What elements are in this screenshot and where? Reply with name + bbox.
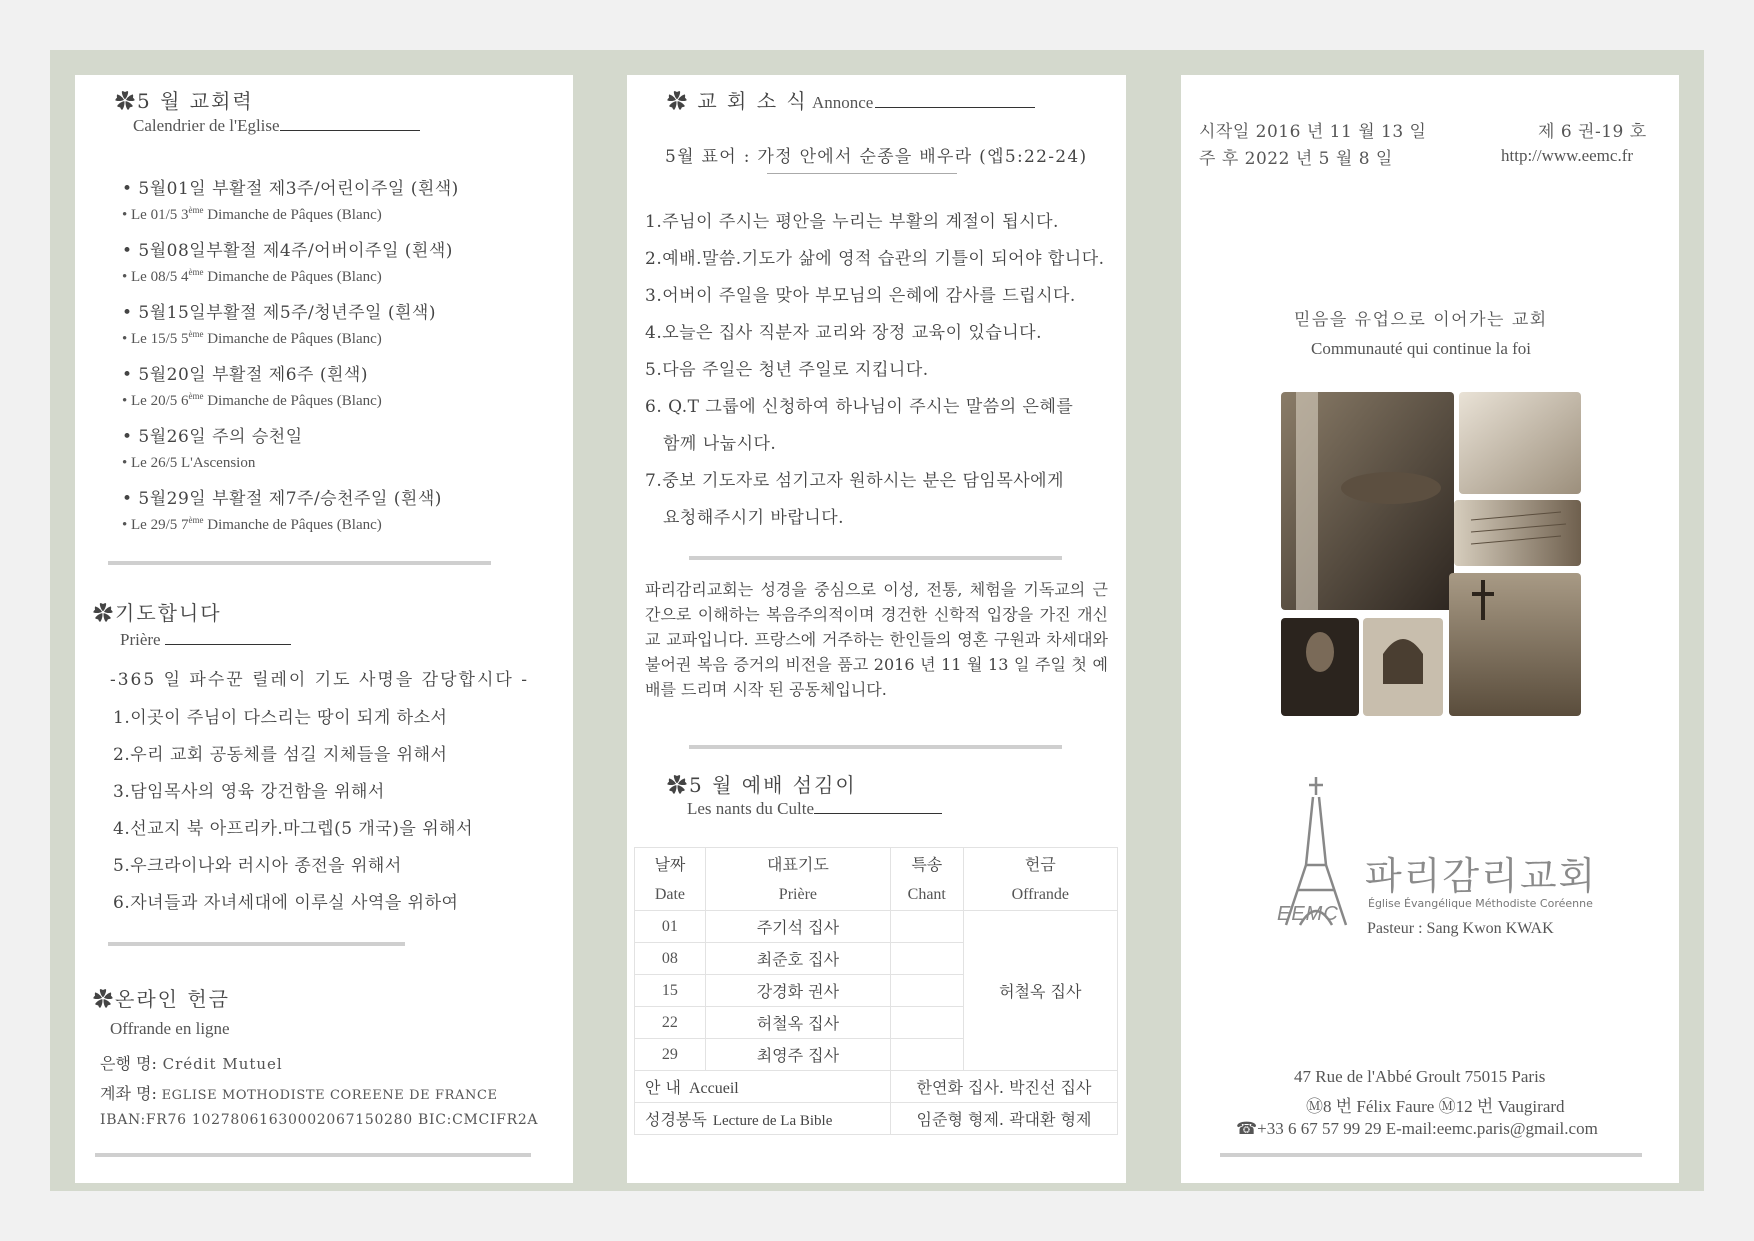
header-cell: 대표기도 xyxy=(705,848,890,880)
offering-subtitle: Offrande en ligne xyxy=(110,1019,230,1038)
table-cell: 최영주 집사 xyxy=(705,1039,890,1071)
announcement-item: 6. Q.T 그룹에 신청하여 하나님이 주시는 말씀의 은혜를 xyxy=(645,397,1074,417)
contact-info: ☎+33 6 67 57 99 29 E-mail:eemc.paris@gmail.com xyxy=(1236,1119,1598,1138)
announcement-item: 7.중보 기도자로 섬기고자 원하시는 분은 담임목사에게 xyxy=(645,471,1065,491)
panel-announcements xyxy=(627,75,1126,1183)
logo-mark: EEMC xyxy=(1277,903,1339,925)
calendar-item-fr: • Le 08/5 4ème Dimanche de Pâques (Blanc) xyxy=(122,267,382,285)
announcement-item: 요청해주시기 바랍니다. xyxy=(663,508,845,528)
calendar-subtitle: Calendrier de l'Eglise xyxy=(133,116,420,136)
metro-info: Ⓜ8 번 Félix Faure Ⓜ12 번 Vaugirard xyxy=(1306,1097,1565,1116)
account-name: 계좌 명: EGLISE MOTHODISTE COREENE DE FRANCE xyxy=(100,1084,498,1103)
prayer-item: 5.우크라이나와 러시아 종전을 위해서 xyxy=(113,856,402,876)
table-cell: 08 xyxy=(635,943,706,975)
table-cell xyxy=(890,911,963,943)
lecture-value: 임준형 형제. 곽대환 형제 xyxy=(890,1103,1117,1135)
table-header-row xyxy=(635,848,1118,880)
calendar-item-ko: • 5월08일부활절 제4주/어버이주일 (흰색) xyxy=(122,241,453,261)
monthly-motto: 5월 표어 : 가정 안에서 순종을 배우라 (엡5:22-24) xyxy=(665,147,1088,167)
prayer-item: 1.이곳이 주님이 다스리는 땅이 되게 하소서 xyxy=(113,708,448,728)
prayer-title: ✿기도합니다 xyxy=(93,601,222,625)
photo-collage xyxy=(1281,392,1581,716)
table-row xyxy=(635,1071,1118,1103)
table-cell: 강경화 권사 xyxy=(705,975,890,1007)
pastor-name: Pasteur : Sang Kwon KWAK xyxy=(1367,920,1554,937)
volume-number: 제 6 권-19 호 xyxy=(1538,122,1647,142)
panel-calendar-prayer xyxy=(75,75,573,1183)
calendar-item-fr: • Le 01/5 3ème Dimanche de Pâques (Blanc) xyxy=(122,205,382,223)
table-cell: 22 xyxy=(635,1007,706,1039)
prayer-subtitle: Prière xyxy=(120,630,291,650)
offering-cell: 허철옥 집사 xyxy=(963,911,1117,1071)
calendar-item-ko: • 5월15일부활절 제5주/청년주일 (흰색) xyxy=(122,303,436,323)
table-cell: 최준호 집사 xyxy=(705,943,890,975)
announcement-item: 4.오늘은 집사 직분자 교리와 장정 교육이 있습니다. xyxy=(645,323,1042,343)
header-cell: Offrande xyxy=(963,879,1117,911)
slogan-korean: 믿음을 유업으로 이어가는 교회 xyxy=(1294,310,1548,330)
table-cell xyxy=(890,943,963,975)
table-cell xyxy=(890,1007,963,1039)
prayer-slogan: -365 일 파수꾼 릴레이 기도 사명을 감당합시다 - xyxy=(110,670,529,690)
calendar-item-ko: • 5월29일 부활절 제7주/승천주일 (흰색) xyxy=(122,489,442,509)
calendar-item-ko: • 5월20일 부활절 제6주 (흰색) xyxy=(122,365,368,385)
header-cell: Date xyxy=(635,879,706,911)
photo-collage-image xyxy=(1281,392,1581,716)
divider xyxy=(689,556,1062,560)
announcement-item: 2.예배.말씀.기도가 삶에 영적 습관의 기틀이 되어야 합니다. xyxy=(645,249,1105,269)
table-cell: 29 xyxy=(635,1039,706,1071)
slogan-french: Communauté qui continue la foi xyxy=(1311,339,1532,358)
calendar-item-ko: • 5월26일 주의 승천일 xyxy=(122,427,303,447)
annonce-title: ✿ 교 회 소 식 Annonce xyxy=(667,85,1035,114)
table-cell: 허철옥 집사 xyxy=(705,1007,890,1039)
website-url: http://www.eemc.fr xyxy=(1501,146,1634,165)
divider xyxy=(689,745,1062,749)
lecture-label: 성경봉독 Lecture de La Bible xyxy=(635,1103,891,1135)
church-name-french: Église Évangélique Méthodiste Coréenne xyxy=(1368,897,1593,910)
table-row xyxy=(635,1103,1118,1135)
week-date: 주 후 2022 년 5 월 8 일 xyxy=(1199,149,1393,169)
announcement-item: 1.주님이 주시는 평안을 누리는 부활의 계절이 됩시다. xyxy=(645,212,1059,232)
service-subtitle: Les nants du Culte xyxy=(687,799,942,819)
start-date: 시작일 2016 년 11 월 13 일 xyxy=(1199,122,1427,142)
calendar-item-ko: • 5월01일 부활절 제3주/어린이주일 (흰색) xyxy=(122,179,459,199)
announcement-item: 함께 나눕시다. xyxy=(663,434,777,454)
prayer-item: 6.자녀들과 자녀세대에 이루실 사역을 위하여 xyxy=(113,893,459,913)
panel-cover xyxy=(1181,75,1679,1183)
address: 47 Rue de l'Abbé Groult 75015 Paris xyxy=(1294,1067,1546,1086)
announcement-item: 3.어버이 주일을 맞아 부모님의 은혜에 감사를 드립시다. xyxy=(645,286,1076,306)
calendar-item-fr: • Le 20/5 6ème Dimanche de Pâques (Blanc) xyxy=(122,391,382,409)
bank-name: 은행 명: Crédit Mutuel xyxy=(100,1054,283,1073)
calendar-item-fr: • Le 26/5 L'Ascension xyxy=(122,455,256,471)
header-cell: Prière xyxy=(705,879,890,911)
church-name-logo: 파리감리교회 xyxy=(1365,854,1598,898)
table-cell xyxy=(890,975,963,1007)
calendar-title: ✿5 월 교회력 xyxy=(115,89,254,113)
accueil-value: 한연화 집사. 박진선 집사 xyxy=(890,1071,1117,1103)
divider xyxy=(108,561,491,565)
header-cell: Chant xyxy=(890,879,963,911)
header-cell: 헌금 xyxy=(963,848,1117,880)
service-table xyxy=(634,847,1118,1135)
motto-underline xyxy=(767,173,957,174)
table-header-row xyxy=(635,879,1118,911)
iban: IBAN:FR76 10278061630002067150280 BIC:CMCIFR2A xyxy=(100,1112,539,1128)
table-cell: 01 xyxy=(635,911,706,943)
table-row xyxy=(635,911,1118,943)
header-cell: 날짜 xyxy=(635,848,706,880)
divider xyxy=(95,1153,531,1157)
prayer-item: 3.담임목사의 영육 강건함을 위해서 xyxy=(113,782,385,802)
prayer-item: 2.우리 교회 공동체를 섬길 지체들을 위해서 xyxy=(113,745,448,765)
table-cell: 주기석 집사 xyxy=(705,911,890,943)
calendar-item-fr: • Le 15/5 5ème Dimanche de Pâques (Blanc) xyxy=(122,329,382,347)
service-title: ✿5 월 예배 섬김이 xyxy=(667,773,857,797)
offering-title: ✿온라인 헌금 xyxy=(93,987,230,1011)
table-cell: 15 xyxy=(635,975,706,1007)
header-cell: 특송 xyxy=(890,848,963,880)
divider xyxy=(1220,1153,1642,1157)
calendar-item-fr: • Le 29/5 7ème Dimanche de Pâques (Blanc) xyxy=(122,515,382,533)
accueil-label: 안 내 Accueil xyxy=(635,1071,891,1103)
prayer-item: 4.선교지 북 아프리카.마그렙(5 개국)을 위해서 xyxy=(113,819,473,839)
announcement-item: 5.다음 주일은 청년 주일로 지킵니다. xyxy=(645,360,929,380)
divider xyxy=(108,942,405,946)
church-description: 파리감리교회는 성경을 중심으로 이성, 전통, 체험을 기독교의 근간으로 이해하는 복음주의적이며 경건한 신학적 입장을 가진 개신교 교파입니다. 프랑스에 거주하는 한인들의 영혼 구원과 차세대와 불어권 복음 증거의 비전을 품고 2016 년 11 월 13 일 주일 첫 예배를 드리며 시작 된 공동체입니다. xyxy=(645,580,1108,699)
table-cell xyxy=(890,1039,963,1071)
